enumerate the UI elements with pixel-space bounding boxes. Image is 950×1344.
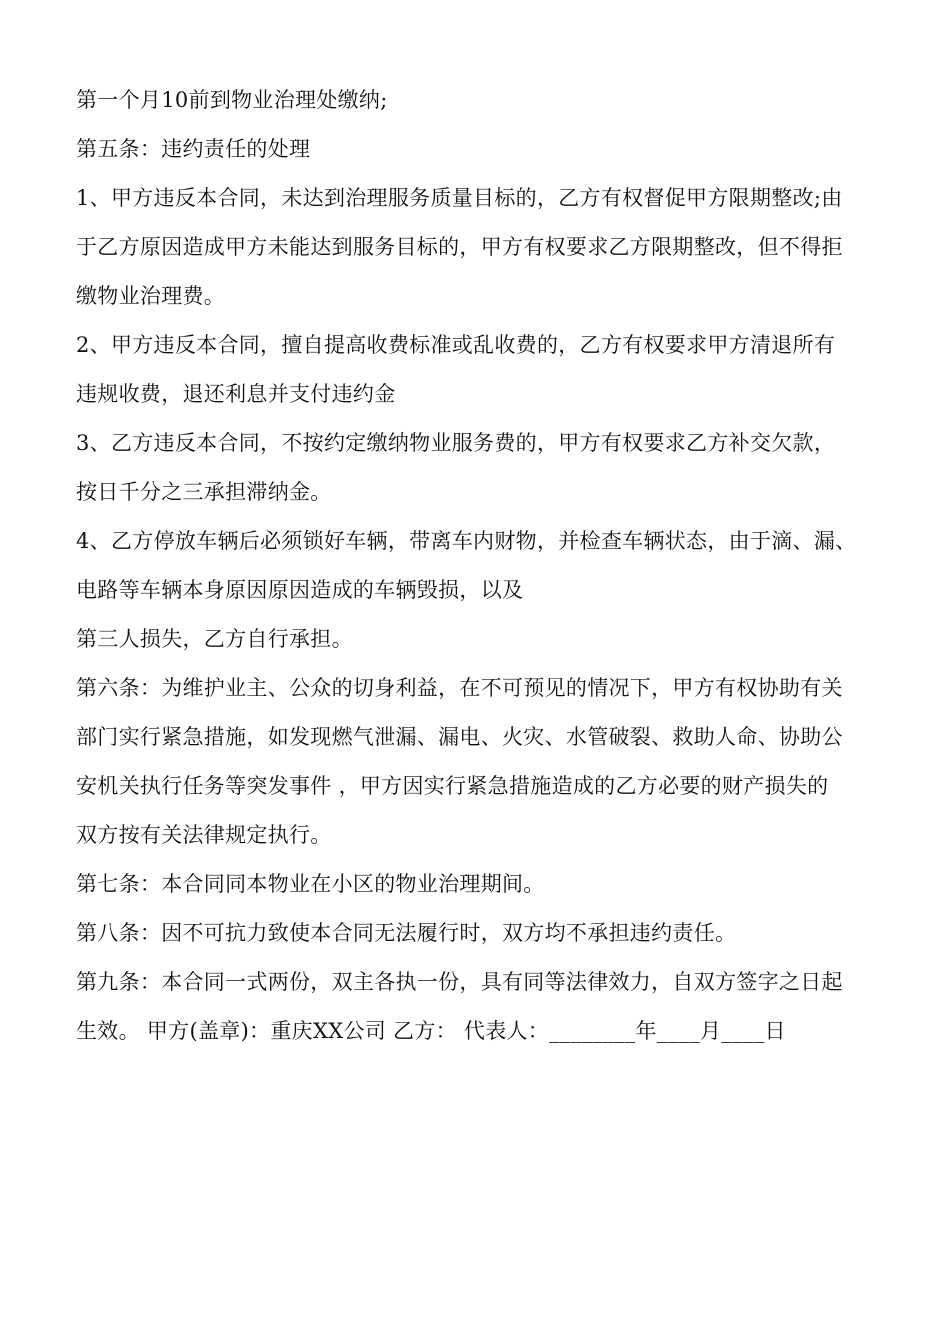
text-line: 电路等车辆本身原因原因造成的车辆毁损，以及 <box>76 578 524 602</box>
text-line: 缴物业治理费。 <box>76 284 226 308</box>
text-line: 安机关执行任务等突发事件 ，甲方因实行紧急措施造成的乙方必要的财产损失的 <box>76 774 829 798</box>
text-line: 第七条：本合同同本物业在小区的物业治理期间。 <box>76 872 545 896</box>
text-line: 第九条：本合同一式两份，双主各执一份，具有同等法律效力，自双方签字之日起 <box>76 970 843 994</box>
text-line: 第三人损失，乙方自行承担。 <box>76 627 353 651</box>
text-line: 2、甲方违反本合同，擅自提高收费标准或乱收费的，乙方有权要求甲方清退所有 <box>76 333 836 357</box>
signature-line: 生效。 甲方(盖章)：重庆XX公司 乙方： 代表人：________年____月____日 <box>76 1019 786 1043</box>
text-line: 第八条：因不可抗力致使本合同无法履行时，双方均不承担违约责任。 <box>76 921 737 945</box>
text-line: 第六条：为维护业主、公众的切身利益，在不可预见的情况下，甲方有权协助有关 <box>76 676 843 700</box>
text-line: 第一个月10前到物业治理处缴纳; <box>76 88 388 112</box>
text-line: 按日千分之三承担滞纳金。 <box>76 480 332 504</box>
text-line: 部门实行紧急措施，如发现燃气泄漏、漏电、火灾、水管破裂、救助人命、协助公 <box>76 725 843 749</box>
text-line: 双方按有关法律规定执行。 <box>76 823 332 847</box>
text-line: 4、乙方停放车辆后必须锁好车辆，带离车内财物，并检查车辆状态，由于滴、漏、 <box>76 529 857 553</box>
article-heading: 第五条：违约责任的处理 <box>76 137 311 161</box>
text-line: 3、乙方违反本合同，不按约定缴纳物业服务费的，甲方有权要求乙方补交欠款， <box>76 431 836 455</box>
text-line: 1、甲方违反本合同，未达到治理服务质量目标的，乙方有权督促甲方限期整改;由 <box>76 186 843 210</box>
text-line: 违规收费，退还利息并支付违约金 <box>76 382 396 406</box>
contract-text <box>76 76 886 1056</box>
text-line: 于乙方原因造成甲方未能达到服务目标的，甲方有权要求乙方限期整改，但不得拒 <box>76 235 843 259</box>
